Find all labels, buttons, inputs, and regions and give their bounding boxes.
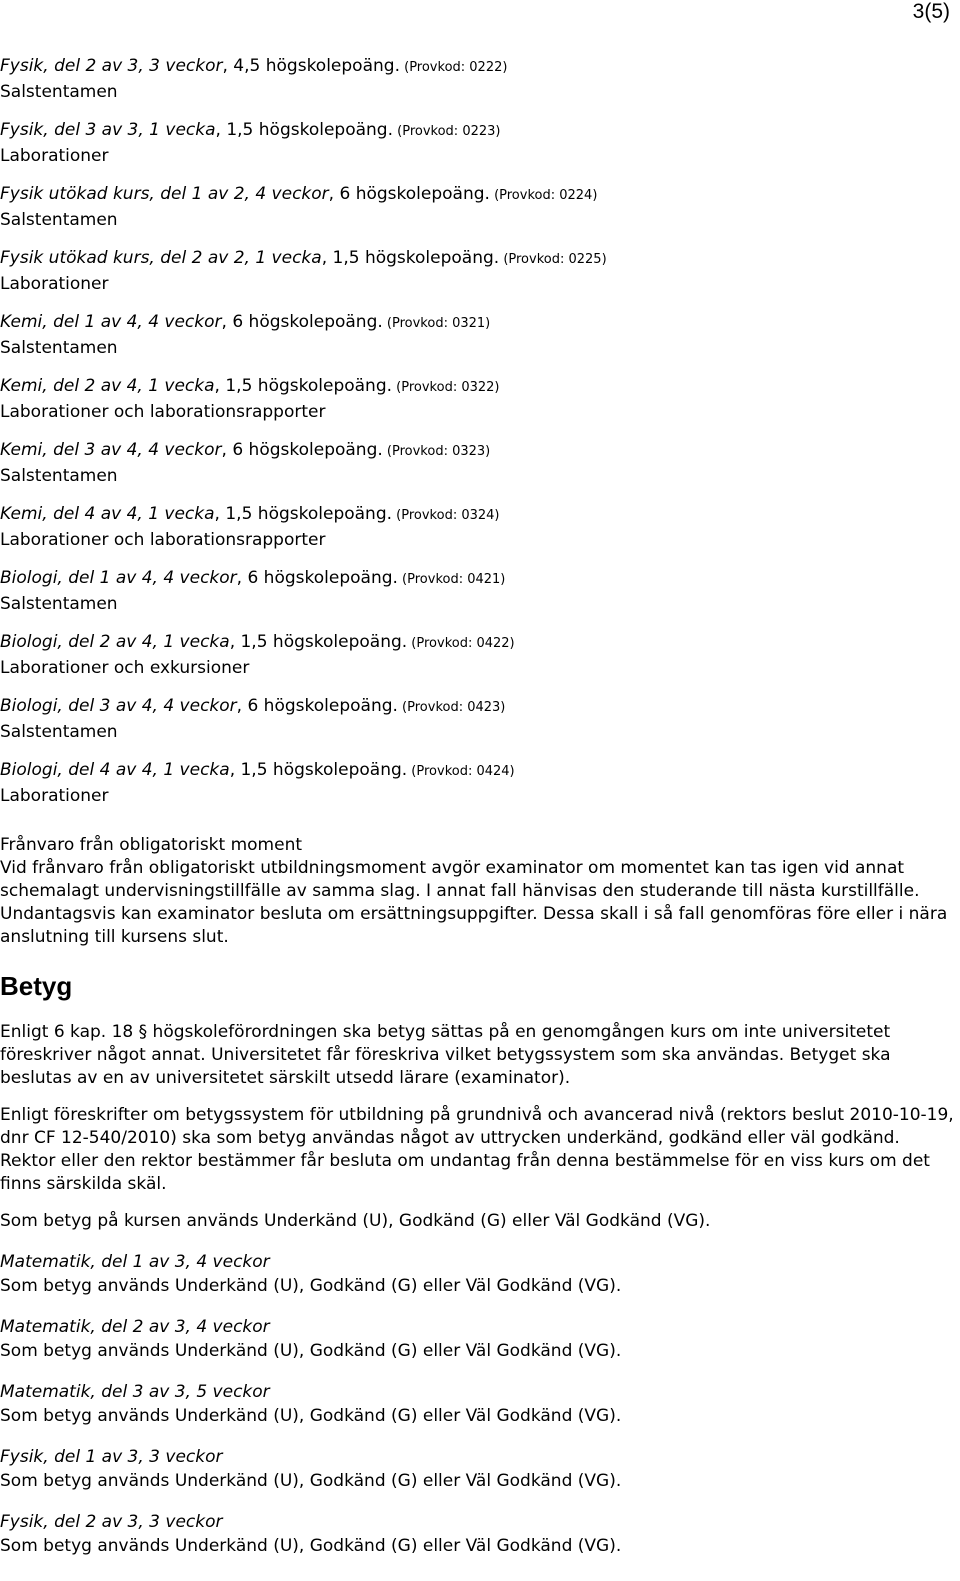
module-credits: , 1,5 högskolepoäng. bbox=[229, 760, 408, 780]
module-name: Fysik utökad kurs, del 1 av 2, 4 veckor bbox=[0, 184, 329, 204]
module-credits: , 6 högskolepoäng. bbox=[236, 568, 398, 588]
module-name: Fysik utökad kurs, del 2 av 2, 1 vecka bbox=[0, 248, 322, 268]
module-code: (Provkod: 0222) bbox=[399, 60, 508, 75]
module-exam: Laborationer och laborationsrapporter bbox=[0, 530, 326, 550]
module-name: Biologi, del 1 av 4, 4 veckor bbox=[0, 568, 237, 588]
module-name: Biologi, del 4 av 4, 1 vecka bbox=[0, 760, 230, 780]
grade-item bbox=[0, 1510, 955, 1558]
module-name: Biologi, del 2 av 4, 1 vecka bbox=[0, 632, 230, 652]
module-exam: Salstentamen bbox=[0, 722, 118, 742]
module-entry bbox=[0, 758, 955, 808]
module-credits: , 1,5 högskolepoäng. bbox=[229, 632, 408, 652]
betyg-paragraph: Enligt föreskrifter om betygssystem för utbildning på grundnivå och avancerad nivå (rektors beslut 2010-10-19, dnr CF 12-540/2010) ska som betyg användas något av uttrycken underkänd, godkänd eller väl godkänd. Rektor eller den rektor bestämmer får besluta om undantag från denna bestämmelse för en viss kurs om det finns särskilda skäl. bbox=[0, 1105, 954, 1194]
absence-section bbox=[0, 834, 955, 949]
module-exam: Laborationer bbox=[0, 146, 109, 166]
module-entry bbox=[0, 374, 955, 424]
module-exam: Salstentamen bbox=[0, 594, 118, 614]
module-exam: Salstentamen bbox=[0, 338, 118, 358]
module-credits: , 1,5 högskolepoäng. bbox=[321, 248, 500, 268]
module-entry bbox=[0, 502, 955, 552]
module-credits: , 1,5 högskolepoäng. bbox=[214, 504, 393, 524]
module-credits: , 6 högskolepoäng. bbox=[221, 440, 383, 460]
module-credits: , 6 högskolepoäng. bbox=[236, 696, 398, 716]
module-name: Kemi, del 4 av 4, 1 vecka bbox=[0, 504, 215, 524]
module-entry bbox=[0, 438, 955, 488]
module-entry bbox=[0, 566, 955, 616]
module-credits: , 6 högskolepoäng. bbox=[221, 312, 383, 332]
module-name: Kemi, del 2 av 4, 1 vecka bbox=[0, 376, 215, 396]
module-credits: , 1,5 högskolepoäng. bbox=[214, 376, 393, 396]
betyg-heading: Betyg bbox=[0, 971, 73, 1001]
module-name: Fysik, del 3 av 3, 1 vecka bbox=[0, 120, 216, 140]
module-name: Kemi, del 3 av 4, 4 veckor bbox=[0, 440, 222, 460]
module-list bbox=[0, 54, 955, 808]
module-exam: Salstentamen bbox=[0, 210, 118, 230]
module-entry bbox=[0, 182, 955, 232]
module-code: (Provkod: 0224) bbox=[489, 188, 598, 203]
module-entry bbox=[0, 310, 955, 360]
module-code: (Provkod: 0323) bbox=[382, 444, 491, 459]
module-code: (Provkod: 0424) bbox=[407, 764, 515, 779]
betyg-section bbox=[0, 1021, 955, 1558]
grade-item-text: Som betyg används Underkänd (U), Godkänd (G) eller Väl Godkänd (VG). bbox=[0, 1341, 622, 1361]
grade-item-text: Som betyg används Underkänd (U), Godkänd (G) eller Väl Godkänd (VG). bbox=[0, 1471, 622, 1491]
module-code: (Provkod: 0225) bbox=[499, 252, 607, 267]
module-code: (Provkod: 0321) bbox=[382, 316, 491, 331]
grade-item bbox=[0, 1250, 955, 1298]
module-entry bbox=[0, 246, 955, 296]
module-code: (Provkod: 0423) bbox=[397, 700, 506, 715]
module-entry bbox=[0, 694, 955, 744]
page-number: 3(5) bbox=[912, 0, 950, 23]
module-entry bbox=[0, 118, 955, 168]
module-exam: Laborationer bbox=[0, 786, 109, 806]
grade-item bbox=[0, 1445, 955, 1493]
absence-title: Frånvaro från obligatoriskt moment bbox=[0, 835, 303, 855]
module-exam: Laborationer bbox=[0, 274, 109, 294]
module-entry bbox=[0, 54, 955, 104]
grade-item-name: Matematik, del 2 av 3, 4 veckor bbox=[0, 1317, 270, 1337]
module-name: Fysik, del 2 av 3, 3 veckor bbox=[0, 56, 223, 76]
absence-text: Vid frånvaro från obligatoriskt utbildningsmoment avgör examinator om momentet kan tas igen vid annat schemalagt undervisningstillfälle av samma slag. I annat fall hänvisas den studerande till nästa kurstillfälle. Undantagsvis kan examinator besluta om ersättningsuppgifter. Dessa skall i så fall genomföras före eller i nära anslutning till kursens slut. bbox=[0, 858, 948, 947]
module-credits: , 1,5 högskolepoäng. bbox=[215, 120, 394, 140]
module-name: Biologi, del 3 av 4, 4 veckor bbox=[0, 696, 237, 716]
betyg-paragraph: Som betyg på kursen används Underkänd (U), Godkänd (G) eller Väl Godkänd (VG). bbox=[0, 1211, 711, 1231]
grade-item-name: Matematik, del 1 av 3, 4 veckor bbox=[0, 1252, 270, 1272]
module-exam: Laborationer och laborationsrapporter bbox=[0, 402, 326, 422]
module-exam: Laborationer och exkursioner bbox=[0, 658, 250, 678]
module-code: (Provkod: 0422) bbox=[407, 636, 515, 651]
module-code: (Provkod: 0223) bbox=[393, 124, 501, 139]
grade-item-name: Fysik, del 2 av 3, 3 veckor bbox=[0, 1512, 223, 1532]
module-entry bbox=[0, 630, 955, 680]
module-exam: Salstentamen bbox=[0, 82, 118, 102]
module-code: (Provkod: 0421) bbox=[397, 572, 506, 587]
module-code: (Provkod: 0324) bbox=[392, 508, 500, 523]
grade-item bbox=[0, 1380, 955, 1428]
grade-item-name: Fysik, del 1 av 3, 3 veckor bbox=[0, 1447, 223, 1467]
module-name: Kemi, del 1 av 4, 4 veckor bbox=[0, 312, 222, 332]
grade-item-name: Matematik, del 3 av 3, 5 veckor bbox=[0, 1382, 270, 1402]
grade-item-text: Som betyg används Underkänd (U), Godkänd (G) eller Väl Godkänd (VG). bbox=[0, 1406, 622, 1426]
betyg-paragraph: Enligt 6 kap. 18 § högskoleförordningen ska betyg sättas på en genomgången kurs om inte universitetet föreskriver något annat. Universitetet får föreskriva vilket betygssystem som ska användas. Betyget ska beslutas av en av universitetet särskilt utsedd lärare (examinator). bbox=[0, 1022, 891, 1088]
module-credits: , 4,5 högskolepoäng. bbox=[222, 56, 400, 76]
grade-item-text: Som betyg används Underkänd (U), Godkänd (G) eller Väl Godkänd (VG). bbox=[0, 1536, 622, 1556]
module-credits: , 6 högskolepoäng. bbox=[328, 184, 490, 204]
module-code: (Provkod: 0322) bbox=[392, 380, 500, 395]
grade-item-text: Som betyg används Underkänd (U), Godkänd (G) eller Väl Godkänd (VG). bbox=[0, 1276, 622, 1296]
document-body bbox=[0, 54, 955, 1575]
module-exam: Salstentamen bbox=[0, 466, 118, 486]
grade-item bbox=[0, 1315, 955, 1363]
